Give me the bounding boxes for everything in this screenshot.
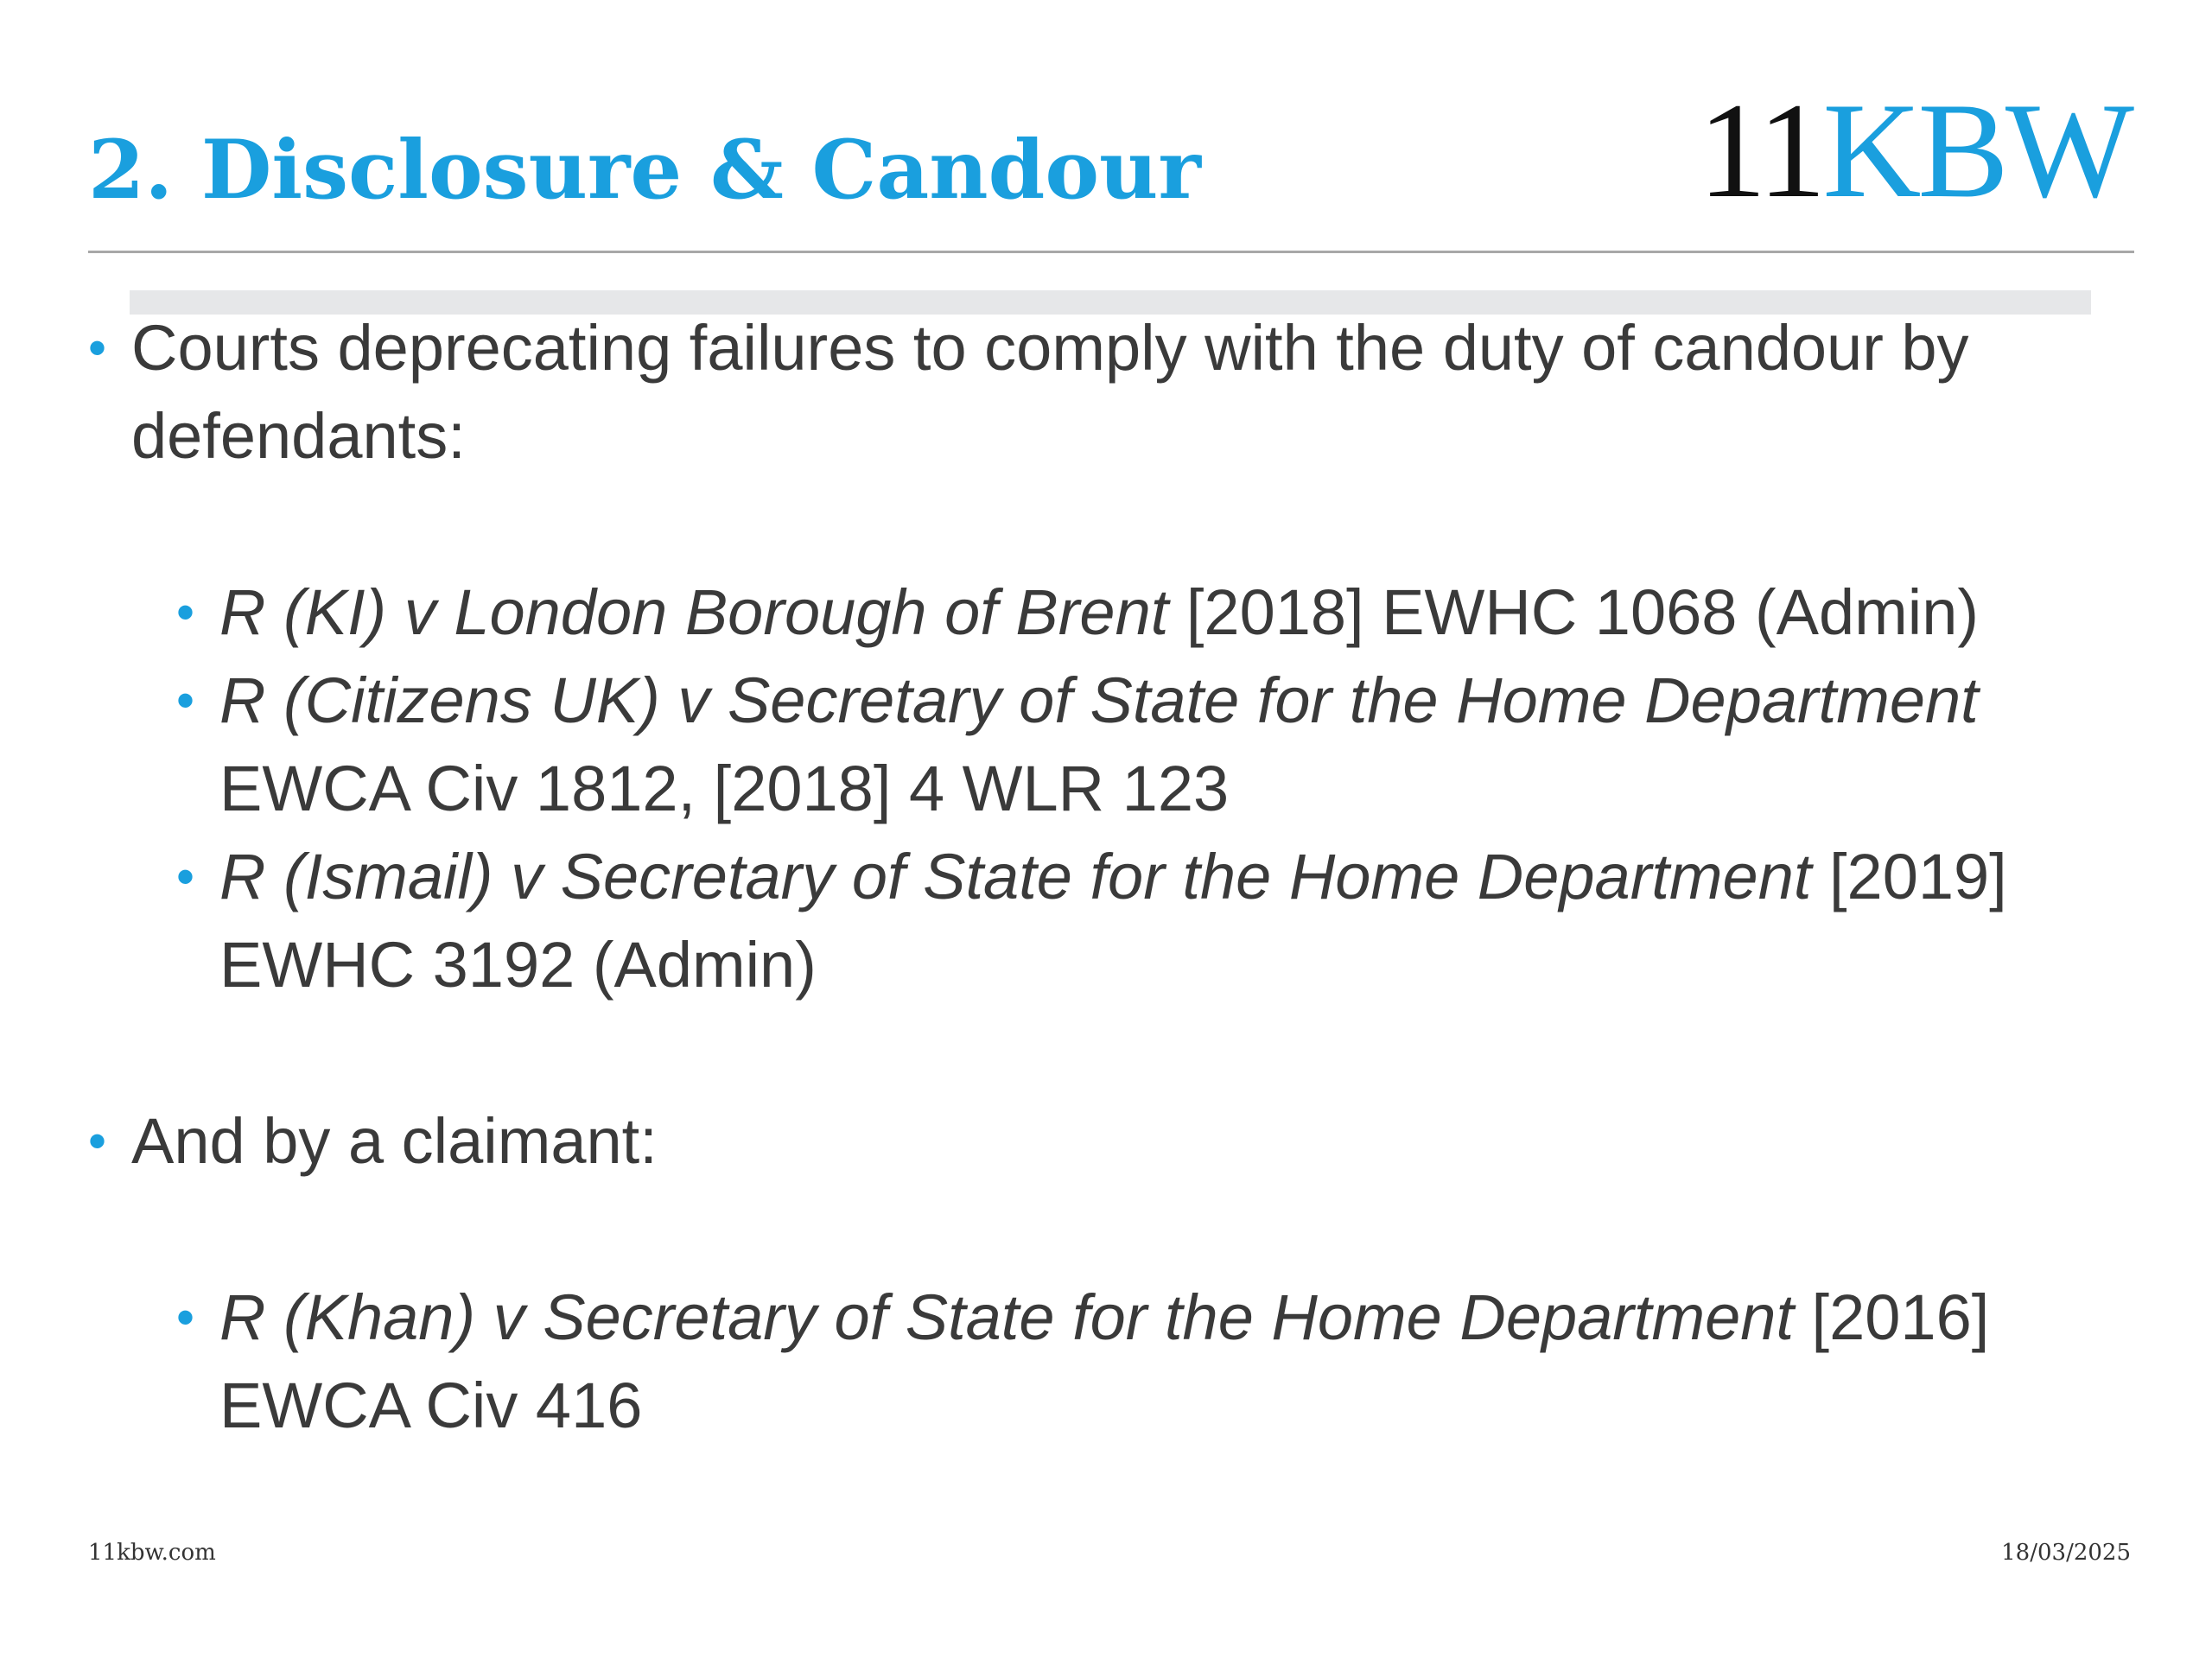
case-citation: [2019] EWHC 3192 (Admin) (219, 841, 2007, 1001)
spacer (88, 480, 2145, 569)
slide-body (88, 304, 2145, 1450)
title-divider (88, 251, 2134, 253)
case-citation: [2018] EWHC 1068 (Admin) (1168, 576, 1980, 648)
bullet-claimant (88, 1097, 2145, 1185)
case-item (88, 657, 2145, 833)
case-item (88, 833, 2145, 1009)
case-name: R (Khan) v Secretary of State for the Home Department (219, 1281, 1794, 1353)
bullet-dot-icon: • (176, 583, 195, 641)
case-name: R (Citizens UK) v Secretary of State for the Home Department (219, 664, 1979, 736)
firm-logo (1698, 75, 2131, 226)
case-citation: [2016] EWCA Civ 416 (219, 1281, 1990, 1441)
case-name: R (Ismail) v Secretary of State for the Home Department (219, 841, 1812, 912)
logo-text: KBW (1822, 75, 2131, 226)
spacer (88, 1185, 2145, 1274)
bullet-text: And by a claimant: (131, 1105, 658, 1177)
footer-website: 11kbw.com (88, 1540, 216, 1566)
slide-title: 2. Disclosure & Candour (88, 123, 1201, 218)
footer-date: 18/03/2025 (2001, 1540, 2131, 1566)
bullet-text: Courts deprecating failures to comply with the duty of candour by defendants: (131, 312, 1969, 472)
case-citation: EWCA Civ 1812, [2018] 4 WLR 123 (219, 753, 1230, 824)
case-item (88, 1274, 2145, 1450)
bullet-dot-icon: • (176, 1288, 195, 1346)
logo-number: 11 (1698, 75, 1823, 226)
bullet-dot-icon: • (88, 319, 107, 377)
bullet-dot-icon: • (176, 848, 195, 906)
case-name: R (KI) v London Borough of Brent (219, 576, 1169, 648)
bullet-dot-icon: • (88, 1112, 107, 1170)
bullet-defendants (88, 304, 2145, 480)
spacer (88, 1009, 2145, 1097)
case-item (88, 569, 2145, 657)
bullet-dot-icon: • (176, 671, 195, 729)
